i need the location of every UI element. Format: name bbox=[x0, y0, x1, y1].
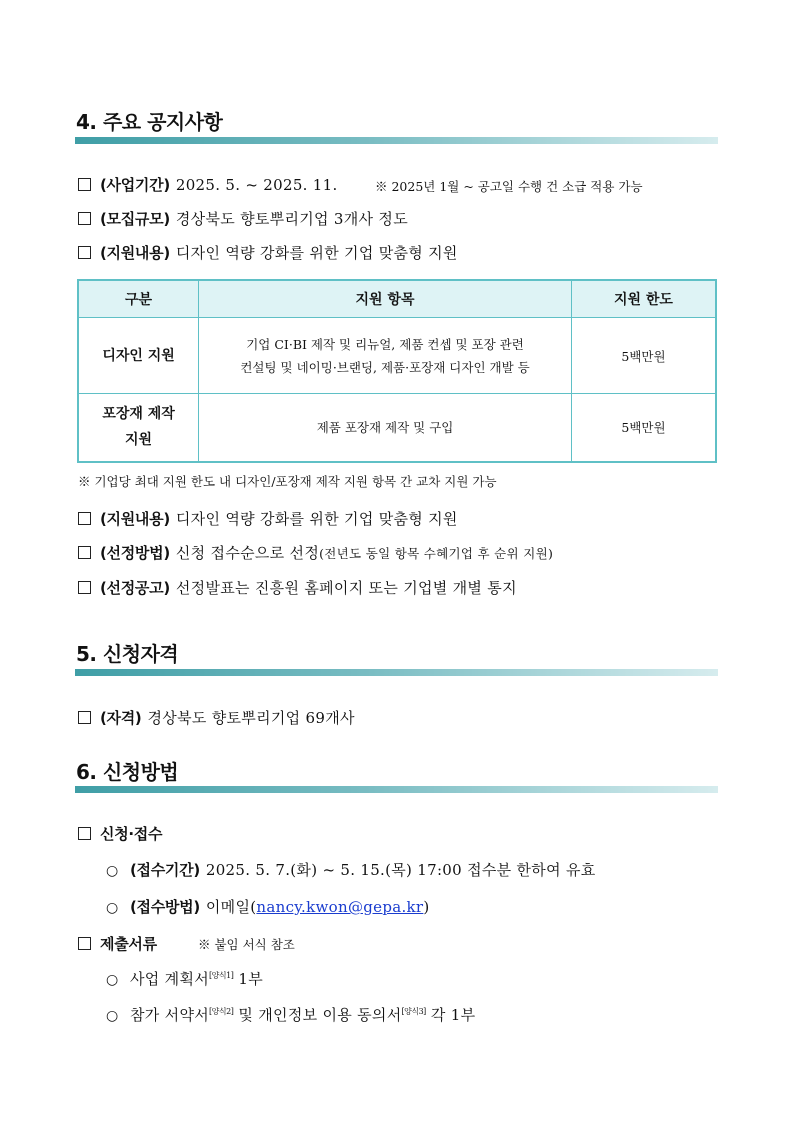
section-title-application: 6. 신청방법 bbox=[76, 760, 179, 784]
table-note: ※ 기업당 최대 지원 한도 내 디자인/포장재 제작 지원 항목 간 교차 지원 가능 bbox=[78, 474, 497, 489]
circle-bullet-icon: ○ bbox=[106, 972, 119, 988]
checkbox-icon bbox=[78, 937, 91, 950]
section-divider bbox=[75, 786, 718, 793]
period-note: ※ 2025년 1월 ~ 공고일 수행 건 소급 적용 가능 bbox=[375, 179, 643, 194]
table-row bbox=[78, 394, 716, 462]
section-divider bbox=[75, 669, 718, 676]
checkbox-icon bbox=[78, 212, 91, 225]
circle-bullet-icon: ○ bbox=[106, 863, 119, 879]
checkbox-icon bbox=[78, 512, 91, 525]
table-cell-item: 기업 CI·BI 제작 및 리뉴얼, 제품 컨셉 및 포장 관련 컨설팅 및 네이밍·브랜딩, 제품·포장재 디자인 개발 등 bbox=[199, 318, 572, 394]
table-header: 구분 bbox=[78, 280, 199, 318]
section-title-notice: 4. 주요 공지사항 bbox=[76, 110, 223, 134]
checkbox-icon bbox=[78, 711, 91, 724]
section-divider bbox=[75, 137, 718, 144]
checkbox-icon bbox=[78, 178, 91, 191]
email-link[interactable]: nancy.kwon@gepa.kr bbox=[256, 898, 424, 916]
circle-bullet-icon: ○ bbox=[106, 900, 119, 916]
table-cell-limit: 5백만원 bbox=[571, 394, 716, 462]
table-header-row bbox=[78, 280, 716, 318]
application-method: ○ (접수방법) 이메일(nancy.kwon@gepa.kr) bbox=[106, 898, 430, 916]
notice-scale: (모집규모) 경상북도 향토뿌리기업 3개사 정도 bbox=[78, 208, 408, 229]
table-cell-item: 제품 포장재 제작 및 구입 bbox=[199, 394, 572, 462]
circle-bullet-icon: ○ bbox=[106, 1008, 119, 1024]
checkbox-icon bbox=[78, 581, 91, 594]
section-title-eligibility: 5. 신청자격 bbox=[76, 642, 179, 666]
table-header: 지원 한도 bbox=[571, 280, 716, 318]
application-period: ○ (접수기간) 2025. 5. 7.(화) ~ 5. 15.(목) 17:00 접수분 한하여 유효 bbox=[106, 861, 596, 879]
application-heading: 신청·접수 bbox=[78, 823, 168, 844]
notice-selection-method: (선정방법) 신청 접수순으로 선정(전년도 동일 항목 수혜기업 후 순위 지원) bbox=[78, 542, 553, 563]
notice-period: (사업기간) 2025. 5. ~ 2025. 11. bbox=[78, 174, 338, 195]
support-table bbox=[77, 279, 717, 463]
table-cell-category: 포장재 제작 지원 bbox=[78, 394, 199, 462]
documents-heading: 제출서류 bbox=[78, 933, 163, 954]
table-row bbox=[78, 318, 716, 394]
table-cell-category: 디자인 지원 bbox=[78, 318, 199, 394]
checkbox-icon bbox=[78, 827, 91, 840]
table-header: 지원 항목 bbox=[199, 280, 572, 318]
checkbox-icon bbox=[78, 246, 91, 259]
notice-content-2: (지원내용) 디자인 역량 강화를 위한 기업 맞춤형 지원 bbox=[78, 508, 458, 529]
documents-note: ※ 붙임 서식 참조 bbox=[198, 937, 295, 952]
document-item: ○ 참가 서약서[양식2] 및 개인정보 이용 동의서[양식3] 각 1부 bbox=[106, 1006, 476, 1024]
notice-selection-notice: (선정공고) 선정발표는 진흥원 홈페이지 또는 기업별 개별 통지 bbox=[78, 577, 517, 598]
checkbox-icon bbox=[78, 546, 91, 559]
notice-content: (지원내용) 디자인 역량 강화를 위한 기업 맞춤형 지원 bbox=[78, 242, 458, 263]
eligibility-line: (자격) 경상북도 향토뿌리기업 69개사 bbox=[78, 707, 355, 728]
table-cell-limit: 5백만원 bbox=[571, 318, 716, 394]
document-item: ○ 사업 계획서[양식1] 1부 bbox=[106, 970, 264, 988]
